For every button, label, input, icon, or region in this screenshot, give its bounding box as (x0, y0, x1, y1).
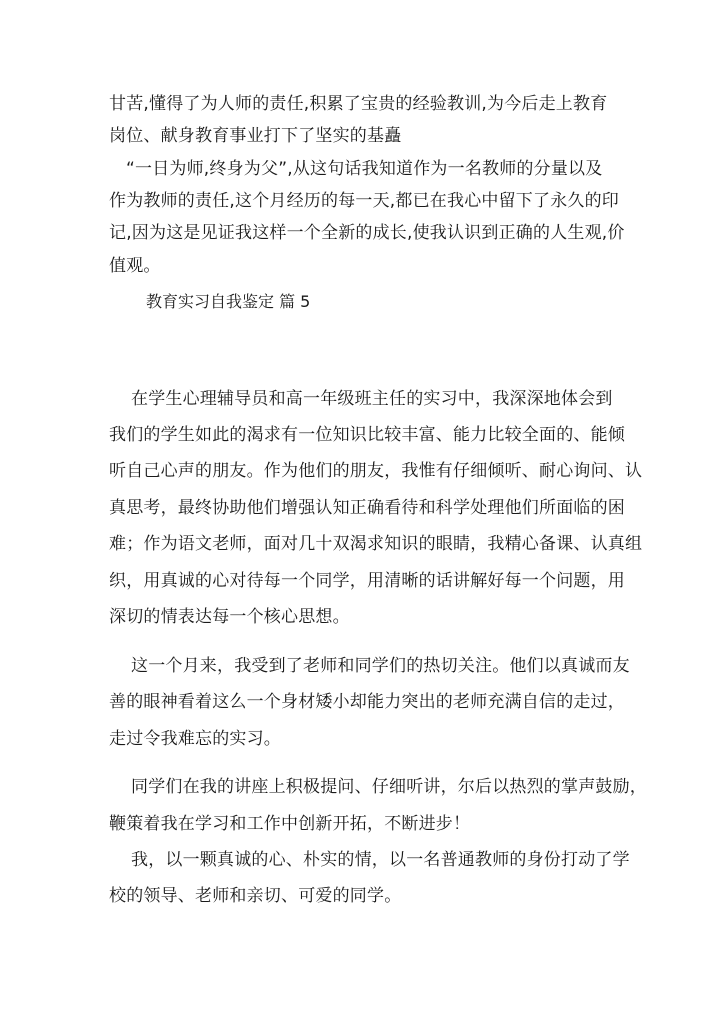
paragraph-2-line-2: 作为教师的责任,这个月经历的每一天,都已在我心中留下了永久的印 (109, 191, 620, 211)
paragraph-6-line-1: 我，以一颗真诚的心、朴实的情，以一名普通教师的身份打动了学 (131, 850, 630, 870)
paragraph-2-line-3: 记,因为这是见证我这样一个全新的成长,使我认识到正确的人生观,价 (109, 223, 625, 243)
paragraph-3-line-7: 深切的情表达每一个核心思想。 (109, 607, 350, 627)
paragraph-2-line-1: “一日为师,终身为父”,从这句话我知道作为一名教师的分量以及 (126, 159, 603, 179)
section-heading: 教育实习自我鉴定 篇 5 (146, 292, 311, 311)
paragraph-3-line-3: 听自己心声的朋友。作为他们的朋友，我惟有仔细倾听、耐心询问、认 (109, 461, 643, 481)
paragraph-1-line-2: 岗位、献身教育事业打下了坚实的基矗 (109, 126, 402, 146)
paragraph-3-line-6: 织，用真诚的心对待每一个同学，用清晰的话讲解好每一个问题，用 (109, 571, 625, 591)
paragraph-4-line-1: 这一个月来，我受到了老师和同学们的热切关注。他们以真诚而友 (131, 656, 630, 676)
paragraph-3-line-4: 真思考，最终协助他们增强认知正确看待和科学处理他们所面临的困 (109, 498, 625, 518)
paragraph-5-line-1: 同学们在我的讲座上积极提问、仔细听讲，尔后以热烈的掌声鼓励， (131, 777, 647, 797)
paragraph-2-line-4: 值观。 (109, 256, 161, 276)
paragraph-6-line-2: 校的领导、老师和亲切、可爱的同学。 (109, 886, 402, 906)
paragraph-4-line-3: 走过令我难忘的实习。 (109, 729, 281, 749)
paragraph-5-line-2: 鞭策着我在学习和工作中创新开拓，不断进步！ (109, 814, 471, 834)
paragraph-3-line-1: 在学生心理辅导员和高一年级班主任的实习中，我深深地体会到 (131, 389, 613, 409)
paragraph-1-line-1: 甘苦,懂得了为人师的责任,积累了宝贵的经验教训,为今后走上教育 (109, 94, 608, 114)
paragraph-3-line-5: 难；作为语文老师，面对几十双渴求知识的眼睛，我精心备课、认真组 (109, 534, 643, 554)
paragraph-3-line-2: 我们的学生如此的渴求有一位知识比较丰富、能力比较全面的、能倾 (109, 425, 625, 445)
paragraph-4-line-2: 善的眼神看着这么一个身材矮小却能力突出的老师充满自信的走过， (109, 692, 625, 712)
